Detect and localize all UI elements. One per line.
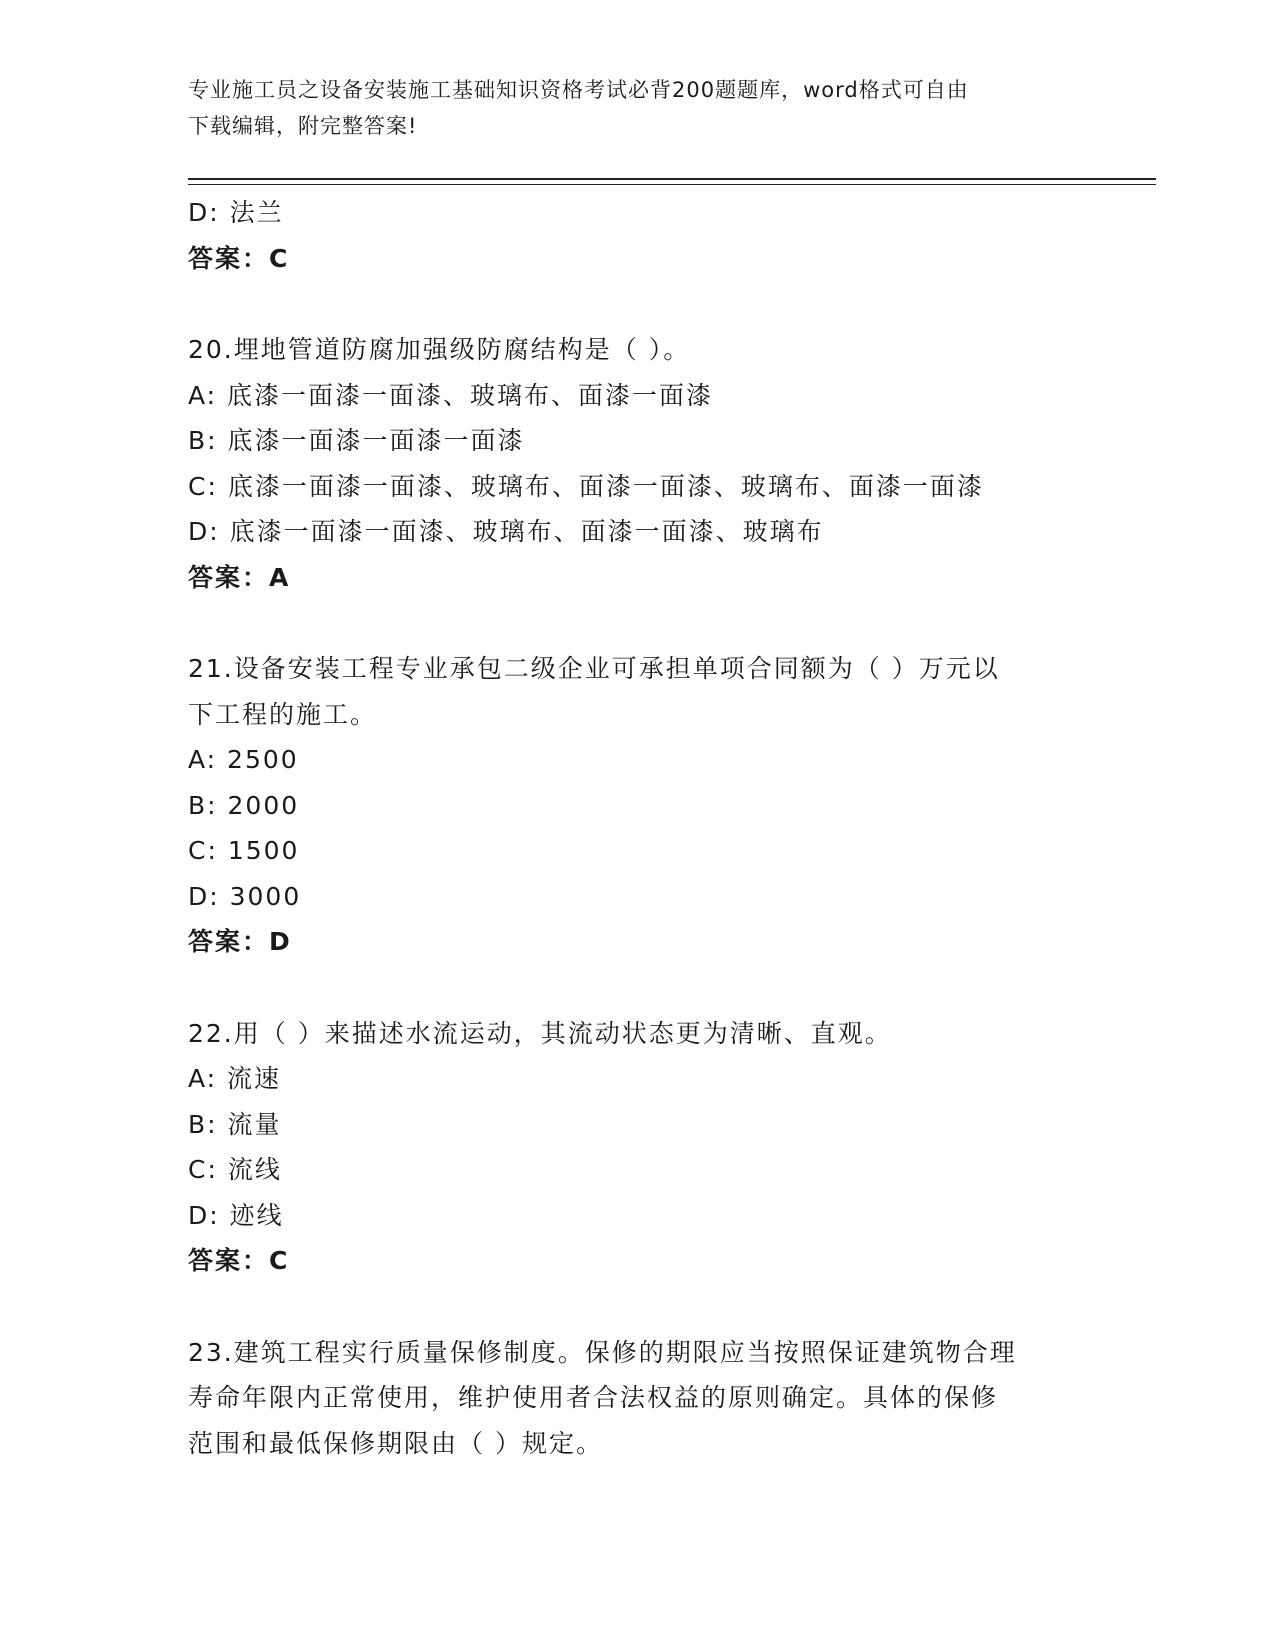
header-rule-thick bbox=[188, 178, 1156, 180]
question-20 bbox=[188, 327, 1088, 600]
option-c: C: 底漆一面漆一面漆、玻璃布、面漆一面漆、玻璃布、面漆一面漆 bbox=[188, 471, 984, 501]
question-text: 23.建筑工程实行质量保修制度。保修的期限应当按照保证建筑物合理 bbox=[188, 1337, 1017, 1367]
option-c: C: 1500 bbox=[188, 836, 300, 865]
option-a: A: 流速 bbox=[188, 1064, 282, 1093]
option-b: B: 流量 bbox=[188, 1109, 282, 1139]
answer: 答案：C bbox=[188, 1246, 290, 1275]
option-d: D: 底漆一面漆一面漆、玻璃布、面漆一面漆、玻璃布 bbox=[188, 517, 824, 546]
question-23 bbox=[188, 1330, 1088, 1467]
answer: 答案：D bbox=[188, 927, 292, 956]
spacer bbox=[188, 965, 1088, 1011]
option-d: D: 法兰 bbox=[188, 198, 284, 227]
spacer bbox=[188, 1284, 1088, 1330]
question-21 bbox=[188, 646, 1088, 965]
option-b: B: 底漆一面漆一面漆一面漆 bbox=[188, 426, 525, 455]
answer: 答案：A bbox=[188, 562, 291, 592]
option-b: B: 2000 bbox=[188, 790, 300, 820]
question-text: 寿命年限内正常使用，维护使用者合法权益的原则确定。具体的保修 bbox=[188, 1383, 999, 1412]
header-line-1: 专业施工员之设备安装施工基础知识资格考试必背200题题库，word格式可自由 bbox=[188, 78, 969, 102]
option-c: C: 流线 bbox=[188, 1155, 282, 1184]
document-header bbox=[188, 72, 1088, 144]
question-text: 20.埋地管道防腐加强级防腐结构是（ ）。 bbox=[188, 335, 691, 364]
option-a: A: 2500 bbox=[188, 745, 299, 774]
question-text: 范围和最低保修期限由（ ）规定。 bbox=[188, 1428, 603, 1458]
question-text: 21.设备安装工程专业承包二级企业可承担单项合同额为（ ）万元以 bbox=[188, 654, 1000, 683]
header-rule-thin bbox=[188, 184, 1156, 185]
option-a: A: 底漆一面漆一面漆、玻璃布、面漆一面漆 bbox=[188, 380, 714, 410]
question-text: 22.用（ ）来描述水流运动，其流动状态更为清晰、直观。 bbox=[188, 1018, 892, 1048]
option-d: D: 迹线 bbox=[188, 1200, 284, 1230]
option-d: D: 3000 bbox=[188, 881, 302, 911]
question-text: 下工程的施工。 bbox=[188, 699, 378, 729]
question-list bbox=[188, 190, 1088, 1466]
spacer bbox=[188, 281, 1088, 327]
spacer bbox=[188, 600, 1088, 646]
answer: 答案：C bbox=[188, 243, 290, 273]
header-line-2: 下载编辑，附完整答案! bbox=[188, 114, 418, 138]
question-22 bbox=[188, 1011, 1088, 1284]
